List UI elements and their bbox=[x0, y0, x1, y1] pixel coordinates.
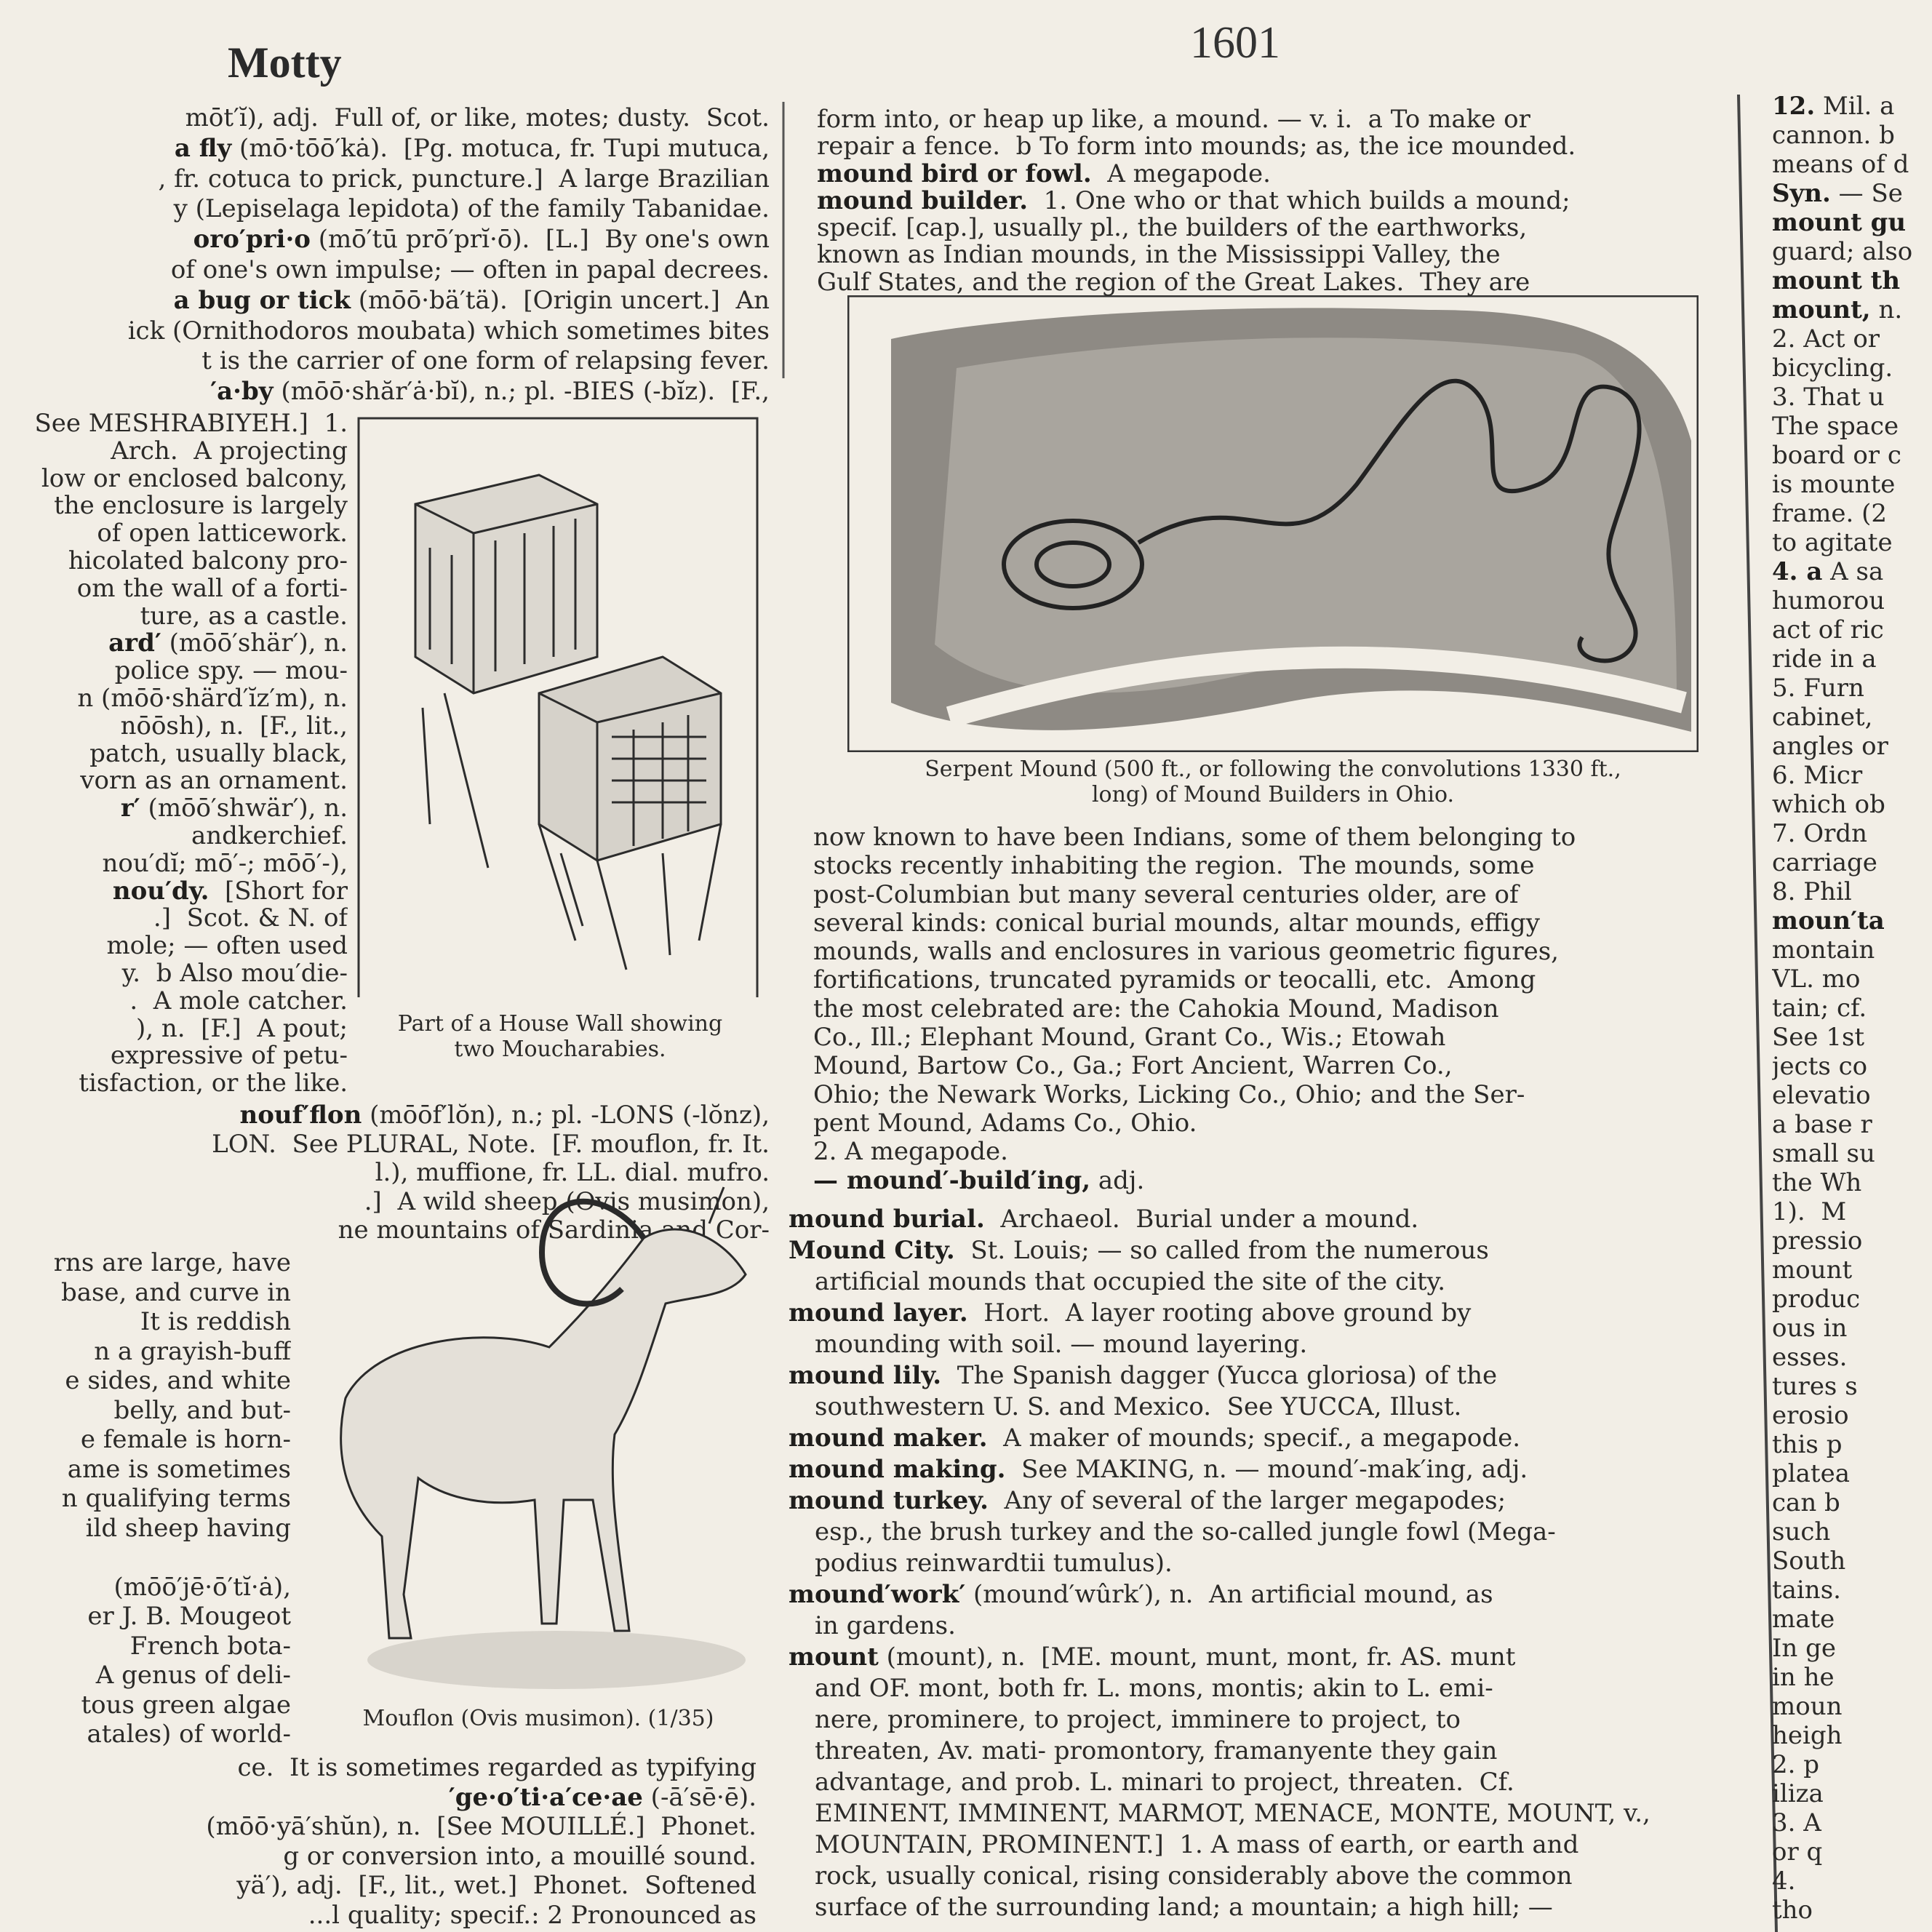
definition-text: (mōōf′lŏn), n.; pl. -LONS (-lŏnz), bbox=[362, 1101, 770, 1130]
text-line bbox=[0, 795, 348, 823]
text-line: surface of the surrounding land; a mountain; a high hill; — bbox=[815, 1893, 1553, 1922]
definition-text: (mōō′shär′), n. bbox=[161, 628, 348, 658]
text-line: , fr. cotuca to prick, puncture.] A large Brazilian bbox=[158, 164, 770, 193]
text-line: n qualifying terms bbox=[61, 1484, 291, 1513]
text-line: of one's own impulse; — often in papal decrees. bbox=[170, 255, 770, 284]
text-line bbox=[0, 1783, 757, 1813]
text-line bbox=[1772, 92, 1932, 121]
text-line: threaten, Av. mati- promontory, framanyente they gain bbox=[815, 1736, 1498, 1765]
text-line: 3. A bbox=[1772, 1808, 1821, 1837]
text-line: mate bbox=[1772, 1605, 1835, 1634]
right-column-block bbox=[1772, 92, 1932, 1925]
text-line: e female is horn- bbox=[80, 1425, 291, 1454]
text-line: montain bbox=[1772, 935, 1875, 965]
text-line: rns are large, have bbox=[53, 1248, 291, 1277]
text-line: erosio bbox=[1772, 1401, 1849, 1430]
definition-text: Any of several of the larger megapodes; bbox=[988, 1486, 1506, 1515]
text-line: .] A wild sheep (Ovis musimon), bbox=[364, 1186, 770, 1216]
definition-text: (mōō′shwär′), n. bbox=[140, 794, 348, 823]
text-line: elevatio bbox=[1772, 1081, 1871, 1110]
text-line: artificial mounds that occupied the site of the city. bbox=[815, 1267, 1446, 1296]
text-line: fortifications, truncated pyramids or teocalli, etc. Among bbox=[813, 965, 1536, 995]
text-line: See 1st bbox=[1772, 1023, 1865, 1052]
text-line: base, and curve in bbox=[60, 1277, 291, 1307]
text-line bbox=[789, 1360, 1807, 1392]
headword: r′ bbox=[120, 794, 140, 823]
definition-text: (mōō·shăr′ȧ·bĭ), n.; pl. -BIES (-bĭz). [F., bbox=[273, 377, 770, 407]
text-line: tains. bbox=[1772, 1576, 1841, 1605]
text-line: mōt′ĭ), adj. Full of, or like, motes; dusty. Scot. bbox=[185, 103, 770, 132]
text-line: low or enclosed balcony, bbox=[41, 463, 348, 493]
definition-text: A megapode. bbox=[1091, 159, 1271, 188]
text-line: belly, and but- bbox=[113, 1395, 291, 1425]
headword: mount gu bbox=[1772, 208, 1907, 237]
text-line: LON. See PLURAL, Note. [F. mouflon, fr. It. bbox=[212, 1129, 770, 1159]
text-line: iliza bbox=[1772, 1779, 1824, 1808]
caption-line: two Moucharabies. bbox=[454, 1037, 666, 1062]
text-line: which ob bbox=[1772, 790, 1885, 819]
text-line bbox=[817, 185, 1719, 215]
headword: ′ge·o′ti·a′ce·ae bbox=[448, 1782, 643, 1812]
text-line: 7. Ordn bbox=[1772, 819, 1868, 848]
text-line bbox=[813, 1167, 1792, 1195]
text-line: Co., Ill.; Elephant Mound, Grant Co., Wis.; Etowah bbox=[813, 1023, 1446, 1053]
text-line: pent Mound, Adams Co., Ohio. bbox=[813, 1108, 1197, 1138]
text-line: (mōō·yā′shŭn), n. [See MOUILLÉ.] Phonet. bbox=[206, 1812, 757, 1841]
text-line: . A mole catcher. bbox=[129, 986, 348, 1015]
headword: nou′dy. bbox=[112, 876, 209, 906]
text-line: mount bbox=[1772, 1256, 1853, 1285]
text-line: esp., the brush turkey and the so-called jungle fowl (Mega- bbox=[815, 1517, 1556, 1546]
text-line: ne mountains of Sardinia and Cor- bbox=[338, 1216, 770, 1245]
text-line bbox=[0, 134, 770, 164]
text-line bbox=[789, 1204, 1807, 1235]
text-line: 2. p bbox=[1772, 1750, 1820, 1779]
definition-text: (mound′wûrk′), n. An artificial mound, as bbox=[965, 1580, 1493, 1609]
definition-text: (mō′tū prō′prĭ·ō). [L.] By one's own bbox=[310, 225, 770, 255]
text-line: e sides, and white bbox=[65, 1366, 291, 1395]
text-line: mounds, walls and enclosures in various geometric figures, bbox=[813, 937, 1559, 967]
text-line: esses. bbox=[1772, 1343, 1848, 1372]
text-line bbox=[0, 630, 348, 658]
definition-text: (mōō·bä′tä). [Origin uncert.] An bbox=[350, 285, 770, 315]
text-line: hicolated balcony pro- bbox=[68, 546, 348, 575]
caption-line: long) of Mound Builders in Ohio. bbox=[1091, 782, 1455, 807]
text-line: ame is sometimes bbox=[67, 1454, 291, 1484]
text-line: a base r bbox=[1772, 1110, 1872, 1139]
headword: nouf′flon bbox=[239, 1101, 362, 1130]
text-line: It is reddish bbox=[140, 1307, 291, 1336]
headword: Syn. bbox=[1772, 179, 1831, 208]
headword: a fly bbox=[174, 133, 232, 163]
text-line: In ge bbox=[1772, 1634, 1837, 1663]
text-line: the most celebrated are: the Cahokia Mound, Madison bbox=[813, 994, 1499, 1023]
text-line: produc bbox=[1772, 1285, 1861, 1314]
text-line: ick (Ornithodoros moubata) which sometimes bites bbox=[127, 316, 770, 346]
text-line: (mōō′jē·ō′tĭ·ȧ), bbox=[113, 1572, 291, 1602]
text-line bbox=[1772, 906, 1932, 935]
text-line: 3. That u bbox=[1772, 383, 1885, 412]
text-line: in he bbox=[1772, 1663, 1835, 1692]
text-line: ture, as a castle. bbox=[140, 601, 348, 631]
text-line: podius reinwardtii tumulus). bbox=[815, 1549, 1173, 1578]
text-line: Mound, Bartow Co., Ga.; Fort Ancient, Warren Co., bbox=[813, 1051, 1453, 1081]
text-line: A genus of deli- bbox=[95, 1661, 291, 1690]
headword: mound lily. bbox=[789, 1361, 942, 1390]
headword: mount bbox=[789, 1642, 879, 1672]
text-line: tain; cf. bbox=[1772, 994, 1867, 1023]
serpent-mound-caption bbox=[847, 757, 1699, 807]
text-line bbox=[0, 878, 348, 906]
guide-word: Motty bbox=[228, 39, 342, 87]
text-line: to agitate bbox=[1772, 528, 1893, 557]
text-line: y (Lepiselaga lepidota) of the family Tabanidae. bbox=[173, 194, 770, 224]
text-line: southwestern U. S. and Mexico. See YUCCA, Illust. bbox=[815, 1392, 1462, 1421]
text-line: ride in a bbox=[1772, 644, 1877, 674]
text-line: in gardens. bbox=[815, 1611, 956, 1640]
middle-column-block bbox=[813, 823, 1792, 1195]
middle-column-block bbox=[817, 106, 1719, 296]
text-line: yä′), adj. [F., lit., wet.] Phonet. Softened bbox=[236, 1871, 757, 1900]
left-column-block bbox=[0, 103, 770, 407]
text-line: specif. [cap.], usually pl., the builders of the earthworks, bbox=[817, 213, 1528, 243]
serpent-mound-illustration bbox=[847, 295, 1699, 752]
text-line: ), n. [F.] A pout; bbox=[135, 1013, 348, 1043]
text-line bbox=[0, 286, 770, 316]
headword: ard′ bbox=[108, 628, 161, 658]
headword: moun′ta bbox=[1772, 906, 1885, 935]
definition-text: (-ā′sē·ē). bbox=[642, 1782, 757, 1812]
text-line bbox=[789, 1485, 1807, 1517]
text-line: 2. Act or bbox=[1772, 324, 1880, 354]
text-line: French bota- bbox=[129, 1631, 291, 1661]
text-line: mounding with soil. — mound layering. bbox=[815, 1330, 1308, 1359]
text-line: VL. mo bbox=[1772, 965, 1861, 994]
text-line bbox=[789, 1454, 1807, 1485]
headword: mound bird or fowl. bbox=[817, 159, 1092, 188]
text-line: jects co bbox=[1772, 1052, 1868, 1081]
text-line: n a grayish-buff bbox=[94, 1336, 291, 1366]
text-line: andkerchief. bbox=[191, 821, 348, 850]
definition-text: 1. One who or that which builds a mound; bbox=[1028, 185, 1570, 215]
text-line: er J. B. Mougeot bbox=[87, 1602, 291, 1631]
text-line: 4. bbox=[1772, 1867, 1796, 1896]
text-line: South bbox=[1772, 1546, 1846, 1576]
text-line: this p bbox=[1772, 1430, 1843, 1459]
text-line: the enclosure is largely bbox=[54, 491, 348, 521]
text-line bbox=[0, 1543, 291, 1573]
moucharabies-illustration bbox=[357, 417, 759, 999]
headword: mound′work′ bbox=[789, 1580, 966, 1609]
text-line: platea bbox=[1772, 1459, 1850, 1488]
text-line: frame. (2 bbox=[1772, 499, 1887, 528]
text-line: t is the carrier of one form of relapsing fever. bbox=[201, 346, 770, 376]
text-line: repair a fence. b To form into mounds; as, the ice mounded. bbox=[817, 132, 1576, 161]
caption-line: Serpent Mound (500 ft., or following the convolutions 1330 ft., bbox=[925, 757, 1621, 782]
text-line: ce. It is sometimes regarded as typifying bbox=[237, 1753, 757, 1782]
text-line: post-Columbian but many several centuries older, are of bbox=[813, 879, 1519, 909]
text-line: and OF. mont, both fr. L. mons, montis; akin to L. emi- bbox=[815, 1674, 1493, 1703]
text-line bbox=[817, 161, 1719, 188]
definition-text: The Spanish dagger (Yucca gloriosa) of the bbox=[941, 1361, 1498, 1390]
headword: ′a·by bbox=[210, 377, 274, 407]
definition-text: Mil. a bbox=[1815, 92, 1895, 121]
text-line: ...l quality; specif.: 2 Pronounced as bbox=[308, 1900, 757, 1930]
text-line: form into, or heap up like, a mound. — v. i. a To make or bbox=[817, 106, 1530, 134]
text-line: advantage, and prob. L. minari to project, threaten. Cf. bbox=[815, 1768, 1514, 1797]
headword: mound turkey. bbox=[789, 1486, 989, 1515]
text-line bbox=[0, 1101, 770, 1130]
text-line: angles or bbox=[1772, 732, 1888, 761]
text-line: now known to have been Indians, some of them belonging to bbox=[813, 823, 1576, 852]
text-line: means of d bbox=[1772, 150, 1909, 179]
text-line: nere, prominere, to project, imminere to project, to bbox=[815, 1705, 1461, 1734]
text-line bbox=[1772, 208, 1932, 237]
text-line bbox=[789, 1579, 1807, 1610]
text-line: patch, usually black, bbox=[89, 738, 348, 768]
text-line: the Wh bbox=[1772, 1168, 1862, 1197]
text-line: ild sheep having bbox=[85, 1513, 291, 1543]
text-line: stocks recently inhabiting the region. The mounds, some bbox=[813, 851, 1535, 881]
text-line: .] Scot. & N. of bbox=[153, 903, 348, 933]
definition-text: — Se bbox=[1830, 179, 1903, 208]
headword: Mound City. bbox=[789, 1236, 955, 1265]
middle-column-block bbox=[789, 1204, 1807, 1923]
text-line: several kinds: conical burial mounds, altar mounds, effigy bbox=[813, 908, 1540, 938]
text-line: MOUNTAIN, PROMINENT.] 1. A mass of earth, or earth and bbox=[815, 1830, 1579, 1859]
text-line: EMINENT, IMMINENT, MARMOT, MENACE, MONTE, MOUNT, v., bbox=[815, 1799, 1650, 1828]
text-line bbox=[1772, 179, 1932, 208]
headword: — mound′-build′ing, bbox=[813, 1165, 1091, 1195]
definition-text: n. bbox=[1870, 295, 1903, 324]
definition-text: (mō·tōō′kȧ). [Pg. motuca, fr. Tupi mutuca, bbox=[231, 133, 770, 163]
text-line bbox=[1772, 266, 1932, 295]
text-line: moun bbox=[1772, 1692, 1843, 1721]
headword: mound layer. bbox=[789, 1298, 968, 1328]
definition-text: A maker of mounds; specif., a megapode. bbox=[987, 1424, 1521, 1453]
definition-text: adj. bbox=[1090, 1165, 1145, 1195]
text-line: tous green algae bbox=[81, 1690, 291, 1720]
definition-text: Hort. A layer rooting above ground by bbox=[967, 1298, 1472, 1328]
left-column-block bbox=[0, 1753, 757, 1930]
text-line: is mounte bbox=[1772, 470, 1896, 499]
text-line: atales) of world- bbox=[87, 1720, 291, 1749]
text-line bbox=[789, 1298, 1807, 1329]
text-line: Arch. A projecting bbox=[111, 436, 348, 466]
page-number: 1601 bbox=[1190, 18, 1280, 68]
text-line bbox=[789, 1423, 1807, 1454]
headword: mound builder. bbox=[817, 185, 1029, 215]
text-line: g or conversion into, a mouillé sound. bbox=[283, 1841, 757, 1871]
text-line: vorn as an ornament. bbox=[80, 766, 348, 796]
text-line: 6. Micr bbox=[1772, 761, 1863, 790]
text-line: 2. A megapode. bbox=[813, 1137, 1008, 1167]
text-line: Gulf States, and the region of the Great Lakes. They are bbox=[817, 267, 1530, 297]
headword: mount th bbox=[1772, 266, 1901, 295]
headword: mound making. bbox=[789, 1455, 1006, 1484]
headword: mound maker. bbox=[789, 1424, 988, 1453]
headword: mount, bbox=[1772, 295, 1871, 324]
text-line bbox=[789, 1642, 1807, 1673]
text-line: carriage bbox=[1772, 848, 1877, 877]
text-line: pressio bbox=[1772, 1226, 1863, 1256]
text-line: humorou bbox=[1772, 586, 1885, 615]
text-line: 1). M bbox=[1772, 1197, 1847, 1226]
text-line: cannon. b bbox=[1772, 121, 1895, 150]
text-line: n (mōō·shärd′ĭz′m), n. bbox=[77, 683, 348, 713]
text-line: of open latticework. bbox=[97, 519, 348, 548]
text-line: expressive of petu- bbox=[110, 1041, 348, 1071]
left-column-block bbox=[0, 410, 348, 1098]
text-line: act of ric bbox=[1772, 615, 1884, 644]
text-line: such bbox=[1772, 1517, 1831, 1546]
definition-text: (mount), n. [ME. mount, munt, mont, fr. AS. munt bbox=[878, 1642, 1516, 1672]
text-line: nōōsh), n. [F., lit., bbox=[120, 711, 348, 741]
text-line: tures s bbox=[1772, 1372, 1858, 1401]
text-line bbox=[1772, 295, 1932, 324]
text-line: guard; also bbox=[1772, 237, 1913, 266]
headword: 4. a bbox=[1772, 557, 1823, 586]
mouflon-illustration bbox=[302, 1158, 753, 1689]
text-line: mole; — often used bbox=[106, 931, 348, 961]
text-line: police spy. — mou- bbox=[114, 656, 348, 686]
text-line bbox=[1772, 557, 1932, 586]
text-line bbox=[0, 377, 770, 407]
text-line bbox=[0, 225, 770, 255]
headword: mound burial. bbox=[789, 1205, 985, 1234]
text-line: nou′dĭ; mō′-; mōō′-), bbox=[102, 848, 348, 878]
text-line: 8. Phil bbox=[1772, 877, 1852, 906]
headword: 12. bbox=[1772, 92, 1816, 121]
text-line: tisfaction, or the like. bbox=[79, 1069, 348, 1098]
text-line bbox=[789, 1235, 1807, 1266]
text-line: om the wall of a forti- bbox=[76, 573, 348, 603]
text-line: or q bbox=[1772, 1837, 1823, 1867]
mouflon-caption: Mouflon (Ovis musimon). (1/35) bbox=[362, 1706, 714, 1731]
text-line: bicycling. bbox=[1772, 354, 1893, 383]
text-line: Ohio; the Newark Works, Licking Co., Ohio; and the Ser- bbox=[813, 1079, 1525, 1109]
headword: oro′pri·o bbox=[193, 225, 311, 255]
text-line: l.), muffione, fr. LL. dial. mufro. bbox=[375, 1158, 770, 1187]
text-line: can b bbox=[1772, 1488, 1840, 1517]
text-line: cabinet, bbox=[1772, 703, 1873, 732]
definition-text: St. Louis; — so called from the numerous bbox=[954, 1236, 1489, 1265]
text-line: See MESHRABIYEH.] 1. bbox=[34, 410, 348, 438]
text-line: The space bbox=[1772, 412, 1899, 441]
text-line: 5. Furn bbox=[1772, 674, 1864, 703]
caption-line: Part of a House Wall showing bbox=[397, 1011, 723, 1037]
definition-text: A sa bbox=[1822, 557, 1884, 586]
definition-text: [Short for bbox=[209, 876, 348, 906]
definition-text: Archaeol. Burial under a mound. bbox=[984, 1205, 1419, 1234]
left-column-block bbox=[0, 1248, 291, 1749]
text-line: y. b Also mou′die- bbox=[121, 958, 348, 988]
text-line: rock, usually conical, rising considerably above the common bbox=[815, 1861, 1573, 1891]
text-line: tho bbox=[1772, 1896, 1813, 1925]
text-line: small su bbox=[1772, 1139, 1875, 1168]
house-wall-caption bbox=[356, 1011, 764, 1062]
text-line: heigh bbox=[1772, 1721, 1843, 1750]
definition-text: See MAKING, n. — mound′-mak′ing, adj. bbox=[1005, 1455, 1528, 1484]
text-line: board or c bbox=[1772, 441, 1901, 470]
headword: a bug or tick bbox=[173, 285, 351, 315]
text-line: known as Indian mounds, in the Mississippi Valley, the bbox=[817, 240, 1501, 270]
text-line: ous in bbox=[1772, 1314, 1848, 1343]
